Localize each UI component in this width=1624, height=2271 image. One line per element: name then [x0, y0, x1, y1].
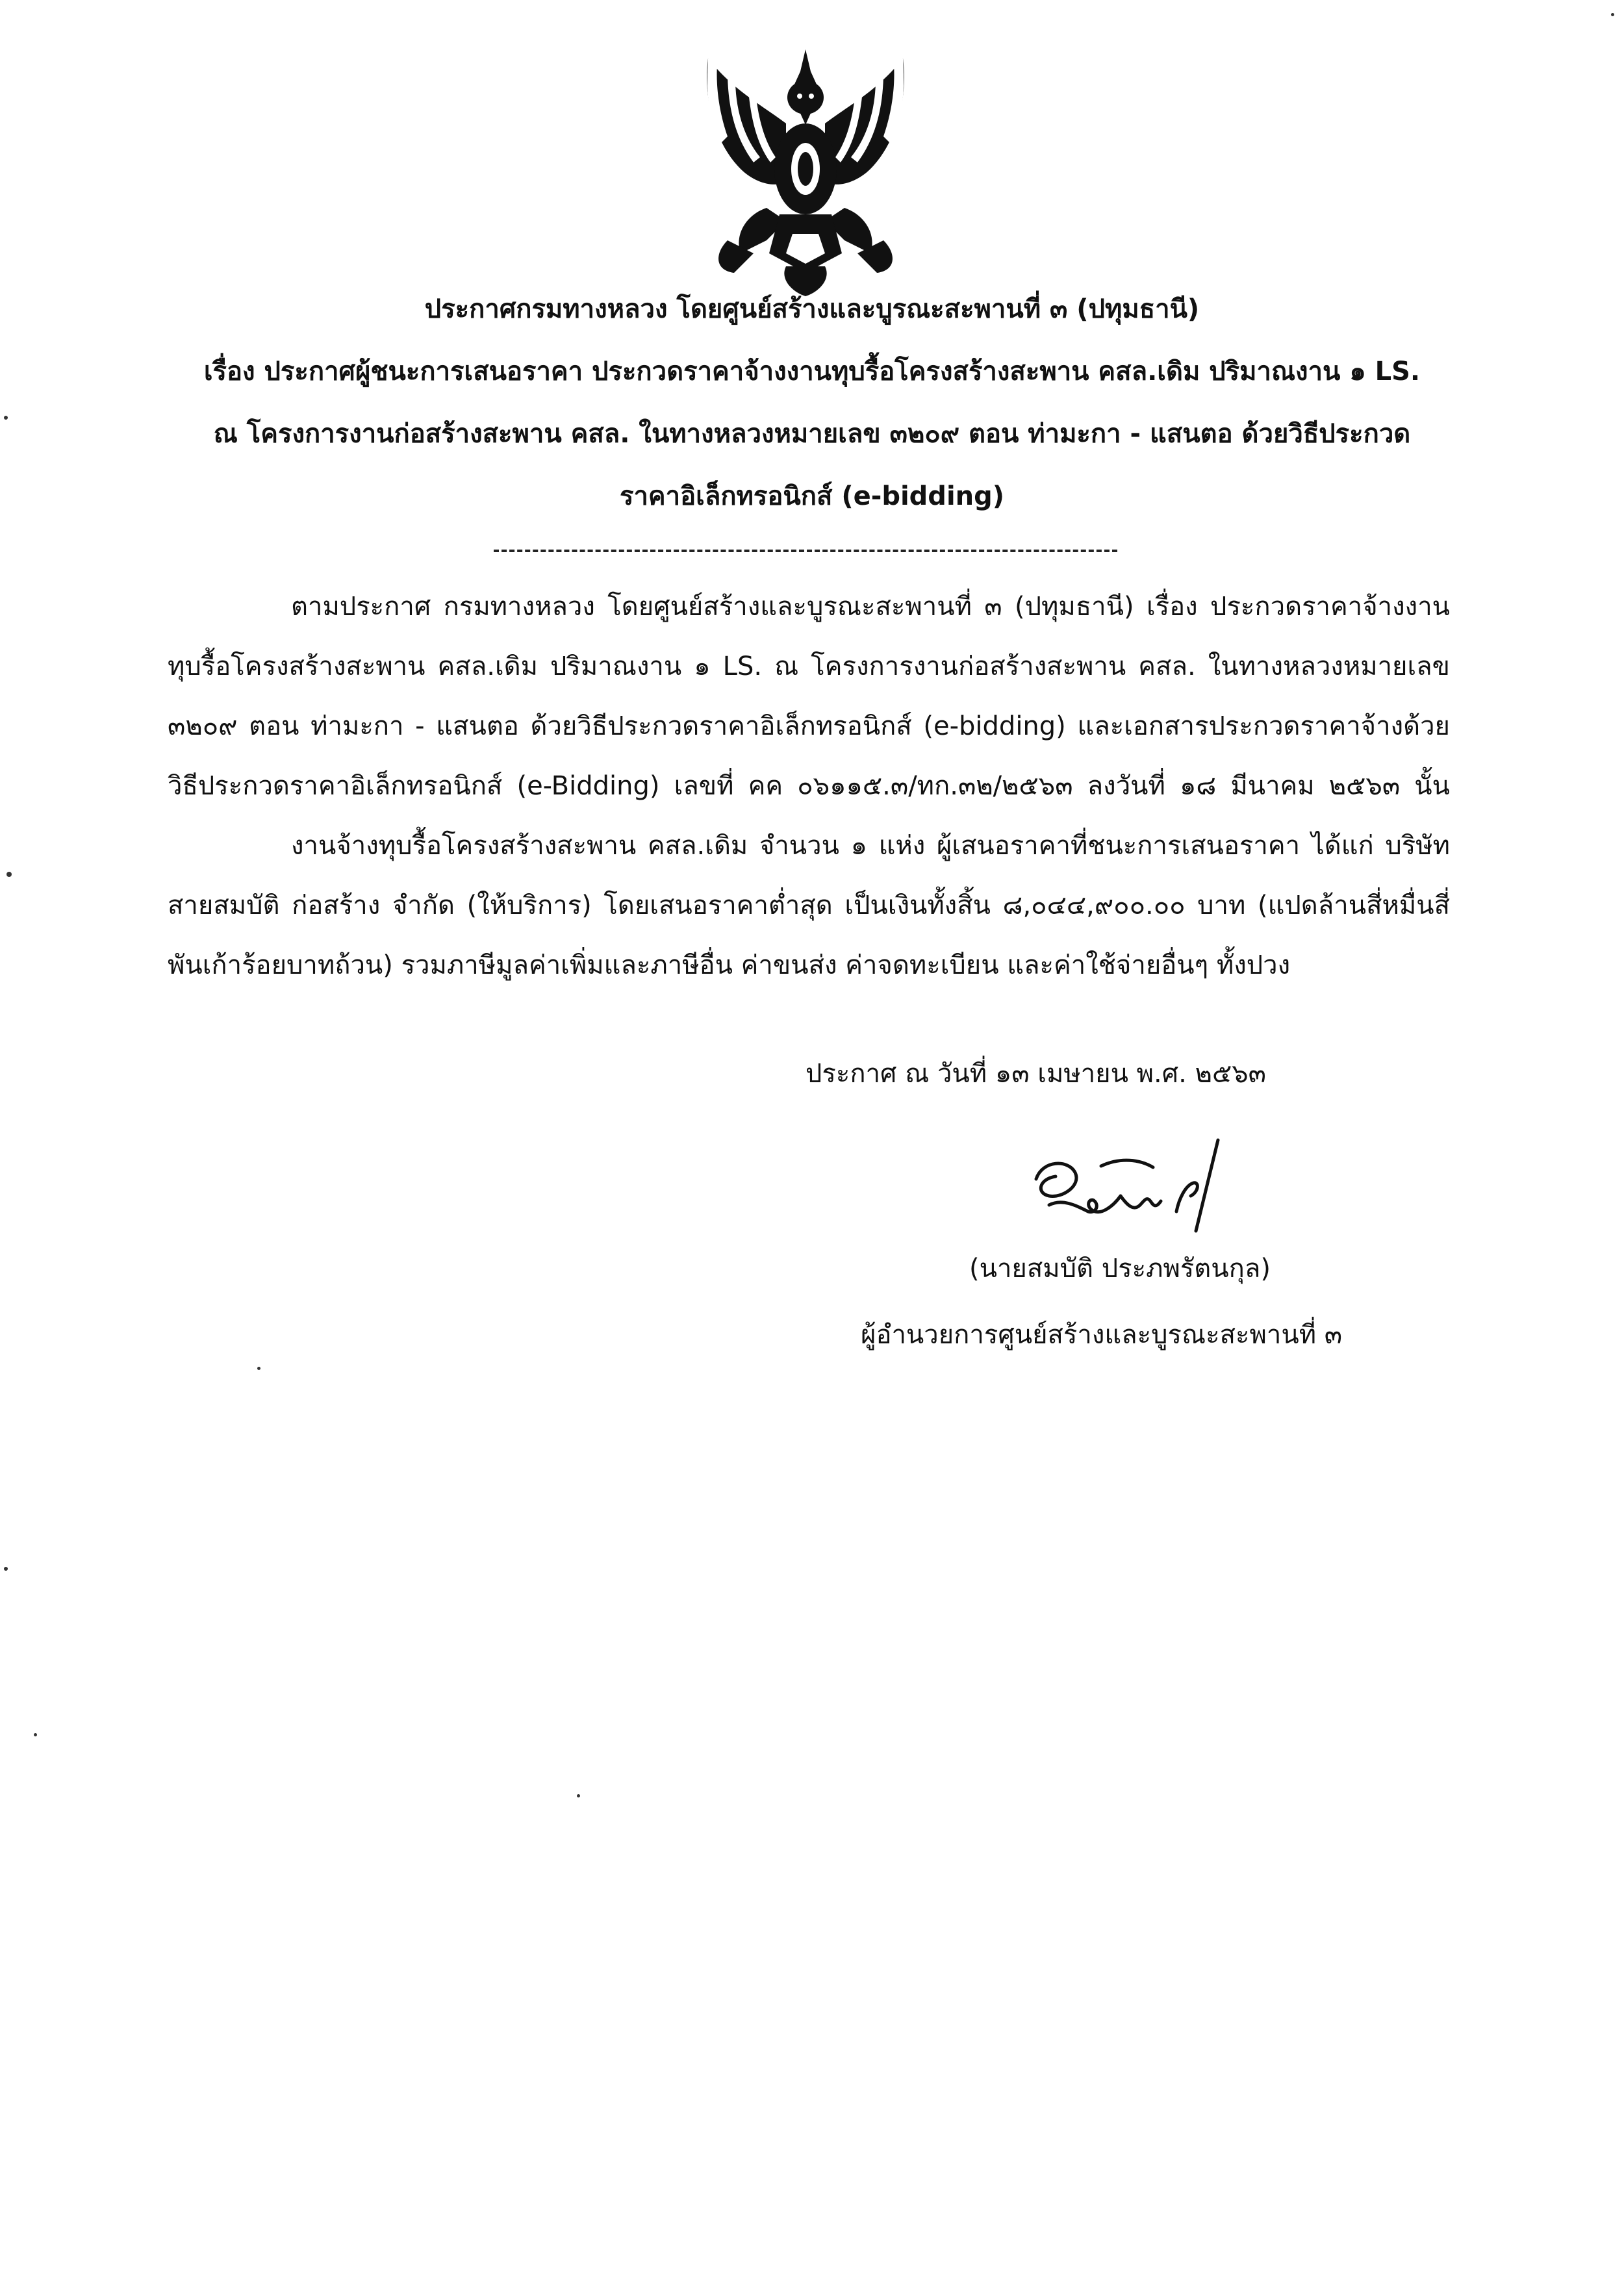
header-line-4: ราคาอิเล็กทรอนิกส์ (e-bidding): [619, 481, 1005, 511]
body-p2-line-3: พันเก้าร้อยบาทถ้วน) รวมภาษีมูลค่าเพิ่มและภาษีอื่น ค่าขนส่ง ค่าจดทะเบียน และค่าใช้จ่ายอื่นๆ ทั้งปวง: [168, 950, 1291, 980]
scan-speck: [4, 1567, 8, 1571]
header-line-3: ณ โครงการงานก่อสร้างสะพาน คสล. ในทางหลวงหมายเลข ๓๒๐๙ ตอน ท่ามะกา - แสนตอ ด้วยวิธีประกวด: [213, 419, 1411, 449]
header-line-1: ประกาศกรมทางหลวง โดยศูนย์สร้างและบูรณะสะพานที่ ๓ (ปทุมธานี): [424, 294, 1200, 324]
scan-speck: [4, 416, 8, 420]
body-p1-line-2: ทุบรื้อโครงสร้างสะพาน คสล.เดิม ปริมาณงาน ๑ LS. ณ โครงการงานก่อสร้างสะพาน คสล. ในทางหลวงหมายเลข: [168, 652, 1450, 681]
scan-speck: [6, 872, 12, 877]
body-p2-line-1: งานจ้างทุบรื้อโครงสร้างสะพาน คสล.เดิม จำนวน ๑ แห่ง ผู้เสนอราคาที่ชนะการเสนอราคา ได้แก่ บริษัท: [291, 831, 1450, 861]
signer-title: ผู้อำนวยการศูนย์สร้างและบูรณะสะพานที่ ๓: [861, 1320, 1343, 1350]
body-p1-line-3: ๓๒๐๙ ตอน ท่ามะกา - แสนตอ ด้วยวิธีประกวดราคาอิเล็กทรอนิกส์ (e-bidding) และเอกสารประกวดราคาจ้างด้วย: [168, 711, 1450, 741]
garuda-emblem-icon: [689, 45, 922, 299]
header-line-2: เรื่อง ประกาศผู้ชนะการเสนอราคา ประกวดราคาจ้างงานทุบรื้อโครงสร้างสะพาน คสล.เดิม ปริมาณงาน ๑ LS.: [203, 357, 1421, 387]
scan-speck: [257, 1367, 260, 1370]
signer-name: (นายสมบัติ ประภพรัตนกุล): [969, 1254, 1271, 1284]
body-p1-line-1: ตามประกาศ กรมทางหลวง โดยศูนย์สร้างและบูรณะสะพานที่ ๓ (ปทุมธานี) เรื่อง ประกวดราคาจ้างงาน: [291, 592, 1450, 622]
signature-icon: [1023, 1134, 1244, 1237]
scan-speck: [1611, 13, 1614, 16]
body-p2-line-2: สายสมบัติ ก่อสร้าง จำกัด (ให้บริการ) โดยเสนอราคาต่ำสุด เป็นเงินทั้งสิ้น ๘,๐๔๔,๙๐๐.๐๐ บาท (แปดล้านสี่หมื่นสี่: [168, 891, 1450, 920]
header-divider: [494, 550, 1117, 552]
scan-speck: [34, 1733, 37, 1736]
announcement-date: ประกาศ ณ วันที่ ๑๓ เมษายน พ.ศ. ๒๕๖๓: [806, 1059, 1266, 1089]
body-p1-line-4: วิธีประกวดราคาอิเล็กทรอนิกส์ (e-Bidding) เลขที่ คค ๐๖๑๑๕.๓/ทก.๓๒/๒๕๖๓ ลงวันที่ ๑๘ มีนาคม ๒๕๖๓ นั้น: [168, 771, 1450, 801]
scan-speck: [577, 1794, 580, 1797]
